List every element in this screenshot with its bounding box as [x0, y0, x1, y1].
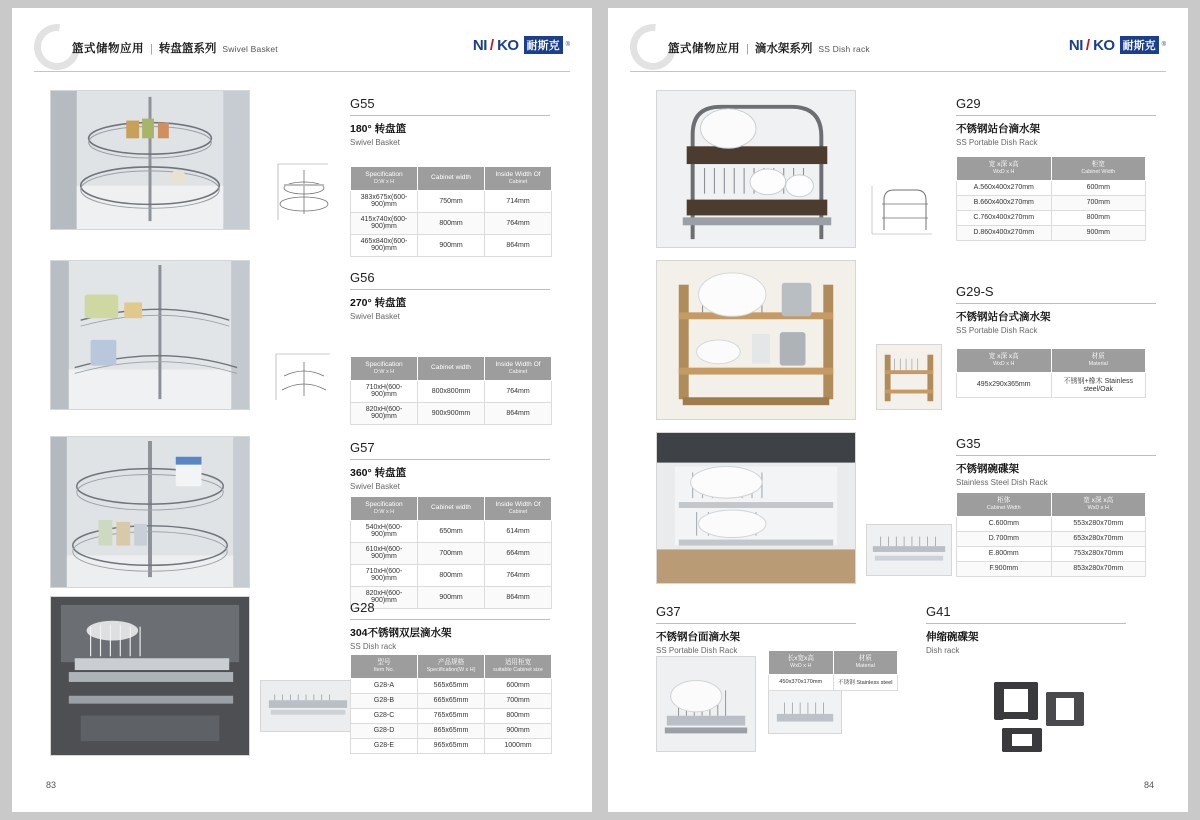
table-row — [351, 380, 552, 402]
brand-cn: 耐斯克 — [524, 36, 563, 54]
col-header: Cabinet width — [418, 357, 485, 381]
page-number-left: 83 — [46, 780, 57, 790]
brand-ni: NI — [1068, 36, 1083, 54]
col-header: 产品规格 Specification(W x H) — [418, 655, 485, 679]
table-row — [957, 516, 1146, 531]
table-row — [351, 678, 552, 693]
cell: 714mm — [485, 190, 552, 212]
cell: 764mm — [485, 380, 552, 402]
photo-illustration — [966, 674, 1116, 760]
product-code-g37: G37 — [656, 604, 856, 624]
table-header-row — [957, 493, 1146, 517]
cell: 383x675x(600-900)mm — [351, 190, 418, 212]
col-header: 宽 x深 x高 WxD x H — [1051, 493, 1146, 517]
cell: A.560x400x270mm — [957, 180, 1052, 195]
product-photo-g29 — [656, 90, 856, 248]
cell: 不锈钢+橡木 Stainless steel/Oak — [1051, 372, 1146, 397]
cell: 900mm — [418, 234, 485, 256]
photo-illustration — [51, 437, 249, 587]
table-header-row — [351, 655, 552, 679]
product-photo-g56 — [50, 260, 250, 410]
cell: 753x280x70mm — [1051, 546, 1146, 561]
table-row — [957, 372, 1146, 397]
col-header: Cabinet width — [418, 497, 485, 521]
table-header-row — [957, 349, 1146, 373]
spec-table-g57 — [350, 496, 552, 609]
table-header-row — [769, 651, 898, 675]
col-header: 适用柜宽 suitable Cabinet size — [485, 655, 552, 679]
table-row — [351, 520, 552, 542]
spec-table-g28 — [350, 654, 552, 754]
cell: 800mm — [485, 708, 552, 723]
page-header-right — [630, 26, 1166, 72]
cell: B.660x400x270mm — [957, 195, 1052, 210]
cell: 600mm — [485, 678, 552, 693]
cell: 864mm — [485, 586, 552, 608]
product-name-en-g57: Swivel Basket — [350, 482, 400, 491]
cell: G28-B — [351, 693, 418, 708]
header-title-group — [668, 40, 870, 56]
product-name-cn-g41: 伸缩碗碟架 — [926, 631, 979, 643]
table-row — [957, 210, 1146, 225]
cell: F.900mm — [957, 561, 1052, 576]
cell: 665x65mm — [418, 693, 485, 708]
product-code-g56: G56 — [350, 270, 550, 290]
cell: 653x280x70mm — [1051, 531, 1146, 546]
cell: 700mm — [418, 542, 485, 564]
spec-table-g55 — [350, 166, 552, 257]
table-row — [957, 531, 1146, 546]
col-header: 材质 Material — [833, 651, 898, 675]
product-name-en-g41: Dish rack — [926, 646, 960, 655]
cell: 553x280x70mm — [1051, 516, 1146, 531]
cell: C.760x400x270mm — [957, 210, 1052, 225]
cell: 540xH(600-900)mm — [351, 520, 418, 542]
product-photo-g29s-detail — [876, 344, 942, 410]
cell: 600mm — [1051, 180, 1146, 195]
cell: 800mm — [418, 212, 485, 234]
product-photo-g57 — [50, 436, 250, 588]
brand-ko: KO — [1093, 36, 1115, 54]
cell: 415x740x(600-900)mm — [351, 212, 418, 234]
table-header-row — [351, 357, 552, 381]
brand-ko: KO — [497, 36, 519, 54]
cell: 664mm — [485, 542, 552, 564]
linedraw-g37 — [768, 690, 842, 734]
cell: 495x290x365mm — [957, 372, 1052, 397]
col-header: Inside Width Of Cabinet — [485, 497, 552, 521]
table-row — [957, 180, 1146, 195]
photo-illustration — [657, 433, 855, 583]
col-header: Inside Width Of Cabinet — [485, 167, 552, 191]
table-header-row — [957, 157, 1146, 181]
table-row — [769, 674, 898, 690]
cell: E.800mm — [957, 546, 1052, 561]
header-title-group — [72, 40, 278, 56]
table-row — [957, 225, 1146, 240]
product-photo-g29s — [656, 260, 856, 420]
product-name-en-g29s: SS Portable Dish Rack — [956, 326, 1038, 335]
product-photo-g37-detail — [768, 690, 842, 734]
photo-illustration — [51, 91, 249, 229]
photo-illustration — [51, 261, 249, 409]
table-header-row — [351, 167, 552, 191]
table-row — [351, 723, 552, 738]
cell: 900mm — [485, 723, 552, 738]
product-name-en-g29: SS Portable Dish Rack — [956, 138, 1038, 147]
product-photo-g41 — [966, 674, 1116, 760]
col-header: Specification D:W x H — [351, 357, 418, 381]
table-row — [351, 212, 552, 234]
photo-illustration — [877, 345, 941, 409]
product-name-en-g37: SS Portable Dish Rack — [656, 646, 738, 655]
cell: 900x900mm — [418, 402, 485, 424]
page-right — [608, 8, 1188, 812]
product-name-cn-g29s: 不锈钢站台式滴水架 — [956, 311, 1051, 323]
cell: 764mm — [485, 564, 552, 586]
product-photo-g55 — [50, 90, 250, 230]
brand-slash: / — [489, 36, 495, 54]
cell: 650mm — [418, 520, 485, 542]
cell: 820xH(600-900)mm — [351, 586, 418, 608]
header-separator: | — [150, 43, 153, 55]
product-name-en-g55: Swivel Basket — [350, 138, 400, 147]
col-header: 型号 Item No. — [351, 655, 418, 679]
table-row — [351, 190, 552, 212]
product-photo-g35 — [656, 432, 856, 584]
technical-drawing-g29 — [866, 180, 938, 242]
cell: 710xH(600-900)mm — [351, 380, 418, 402]
cell: 750mm — [418, 190, 485, 212]
product-name-cn-g29: 不锈钢站台滴水架 — [956, 123, 1040, 135]
header-separator: | — [746, 43, 749, 55]
cell: 864mm — [485, 402, 552, 424]
product-photo-g35-detail — [866, 524, 952, 576]
col-header: 宽 x深 x高 WxD x H — [957, 157, 1052, 181]
col-header: Specification D:W x H — [351, 167, 418, 191]
product-code-g29: G29 — [956, 96, 1156, 116]
cell: 465x840x(600-900)mm — [351, 234, 418, 256]
cell: 900mm — [418, 586, 485, 608]
cell: 820xH(600-900)mm — [351, 402, 418, 424]
table-row — [351, 564, 552, 586]
spec-table-g37 — [768, 650, 898, 691]
cell: 900mm — [1051, 225, 1146, 240]
header-series-en: SS Dish rack — [818, 44, 870, 54]
spec-table-g35 — [956, 492, 1146, 577]
product-code-g28: G28 — [350, 600, 550, 620]
cell: 800mm — [1051, 210, 1146, 225]
table-row — [351, 542, 552, 564]
product-code-g35: G35 — [956, 436, 1156, 456]
photo-illustration — [657, 657, 755, 751]
technical-drawing-g55 — [270, 158, 336, 228]
cell: 800mm — [418, 564, 485, 586]
header-series-cn: 滴水架系列 — [754, 43, 813, 55]
table-header-row — [351, 497, 552, 521]
spec-table-g29s — [956, 348, 1146, 398]
cell: 614mm — [485, 520, 552, 542]
col-header: 长x宽x高 WxD x H — [769, 651, 834, 675]
col-header: 材质 Material — [1051, 349, 1146, 373]
cell: 710xH(600-900)mm — [351, 564, 418, 586]
cell: 700mm — [1051, 195, 1146, 210]
product-photo-g28 — [50, 596, 250, 756]
product-code-g57: G57 — [350, 440, 550, 460]
product-name-cn-g55: 180° 转盘篮 — [350, 123, 407, 135]
header-category: 篮式储物应用 — [668, 43, 740, 55]
col-header: Specification D:W x H — [351, 497, 418, 521]
linedraw-g29s — [876, 344, 942, 410]
product-name-en-g56: Swivel Basket — [350, 312, 400, 321]
cell: 不锈钢 Stainless steel — [833, 674, 898, 690]
col-header: Inside Width Of Cabinet — [485, 357, 552, 381]
header-series-cn: 转盘篮系列 — [158, 43, 217, 55]
photo-illustration — [867, 525, 951, 575]
product-name-cn-g28: 304不锈钢双层滴水架 — [350, 627, 452, 639]
cell: G28-A — [351, 678, 418, 693]
spec-table-g29 — [956, 156, 1146, 241]
page-header-left — [34, 26, 570, 72]
cell: 565x65mm — [418, 678, 485, 693]
product-photo-g37 — [656, 656, 756, 752]
linedraw-g56 — [270, 348, 336, 408]
photo-illustration — [261, 681, 355, 731]
technical-drawing-g56 — [270, 348, 336, 408]
linedraw-g28 — [260, 680, 356, 732]
product-name-cn-g57: 360° 转盘篮 — [350, 467, 407, 479]
col-header: 柜宽 Cabinet Width — [1051, 157, 1146, 181]
table-row — [351, 693, 552, 708]
table-row — [351, 738, 552, 753]
cell: 965x65mm — [418, 738, 485, 753]
table-row — [351, 708, 552, 723]
brand-trademark: ® — [1161, 42, 1166, 48]
photo-illustration — [769, 691, 841, 733]
product-name-cn-g56: 270° 转盘篮 — [350, 297, 407, 309]
linedraw-g55 — [270, 158, 336, 228]
photo-illustration — [51, 597, 249, 755]
product-code-g55: G55 — [350, 96, 550, 116]
product-code-g41: G41 — [926, 604, 1126, 624]
cell: 864mm — [485, 234, 552, 256]
brand-slash: / — [1085, 36, 1091, 54]
table-row — [351, 234, 552, 256]
brand-logo — [1069, 36, 1166, 54]
table-row — [351, 402, 552, 424]
col-header: Cabinet width — [418, 167, 485, 191]
cell: 610xH(600-900)mm — [351, 542, 418, 564]
photo-illustration — [657, 261, 855, 419]
cell: 1000mm — [485, 738, 552, 753]
brand-cn: 耐斯克 — [1120, 36, 1159, 54]
brand-trademark: ® — [565, 42, 570, 48]
cell: G28-C — [351, 708, 418, 723]
header-category: 篮式储物应用 — [72, 43, 144, 55]
table-row — [957, 195, 1146, 210]
col-header: 柜体 Cabinet Width — [957, 493, 1052, 517]
header-series-en: Swivel Basket — [222, 44, 278, 54]
table-row — [957, 561, 1146, 576]
cell: 765x65mm — [418, 708, 485, 723]
cell: G28-E — [351, 738, 418, 753]
cell: 800x800mm — [418, 380, 485, 402]
product-name-cn-g37: 不锈钢台面滴水架 — [656, 631, 740, 643]
cell: 853x280x70mm — [1051, 561, 1146, 576]
product-photo-g28-detail — [260, 680, 356, 732]
cell: D.860x400x270mm — [957, 225, 1052, 240]
photo-illustration — [657, 91, 855, 247]
col-header: 宽 x深 x高 WxD x H — [957, 349, 1052, 373]
spec-table-g56 — [350, 356, 552, 425]
cell: C.600mm — [957, 516, 1052, 531]
brand-ni: NI — [472, 36, 487, 54]
page-number-right: 84 — [1143, 780, 1154, 790]
product-code-g29s: G29-S — [956, 284, 1156, 304]
cell: 865x65mm — [418, 723, 485, 738]
cell: G28-D — [351, 723, 418, 738]
cell: 450x370x170mm — [769, 674, 834, 690]
product-name-cn-g35: 不锈钢碗碟架 — [956, 463, 1019, 475]
table-row — [957, 546, 1146, 561]
cell: 764mm — [485, 212, 552, 234]
brand-logo — [473, 36, 570, 54]
page-left — [12, 8, 592, 812]
cell: 700mm — [485, 693, 552, 708]
product-name-en-g35: Stainless Steel Dish Rack — [956, 478, 1048, 487]
product-name-en-g28: SS Dish rack — [350, 642, 397, 651]
linedraw-g35 — [866, 524, 952, 576]
cell: D.700mm — [957, 531, 1052, 546]
linedraw-g29 — [866, 180, 938, 242]
